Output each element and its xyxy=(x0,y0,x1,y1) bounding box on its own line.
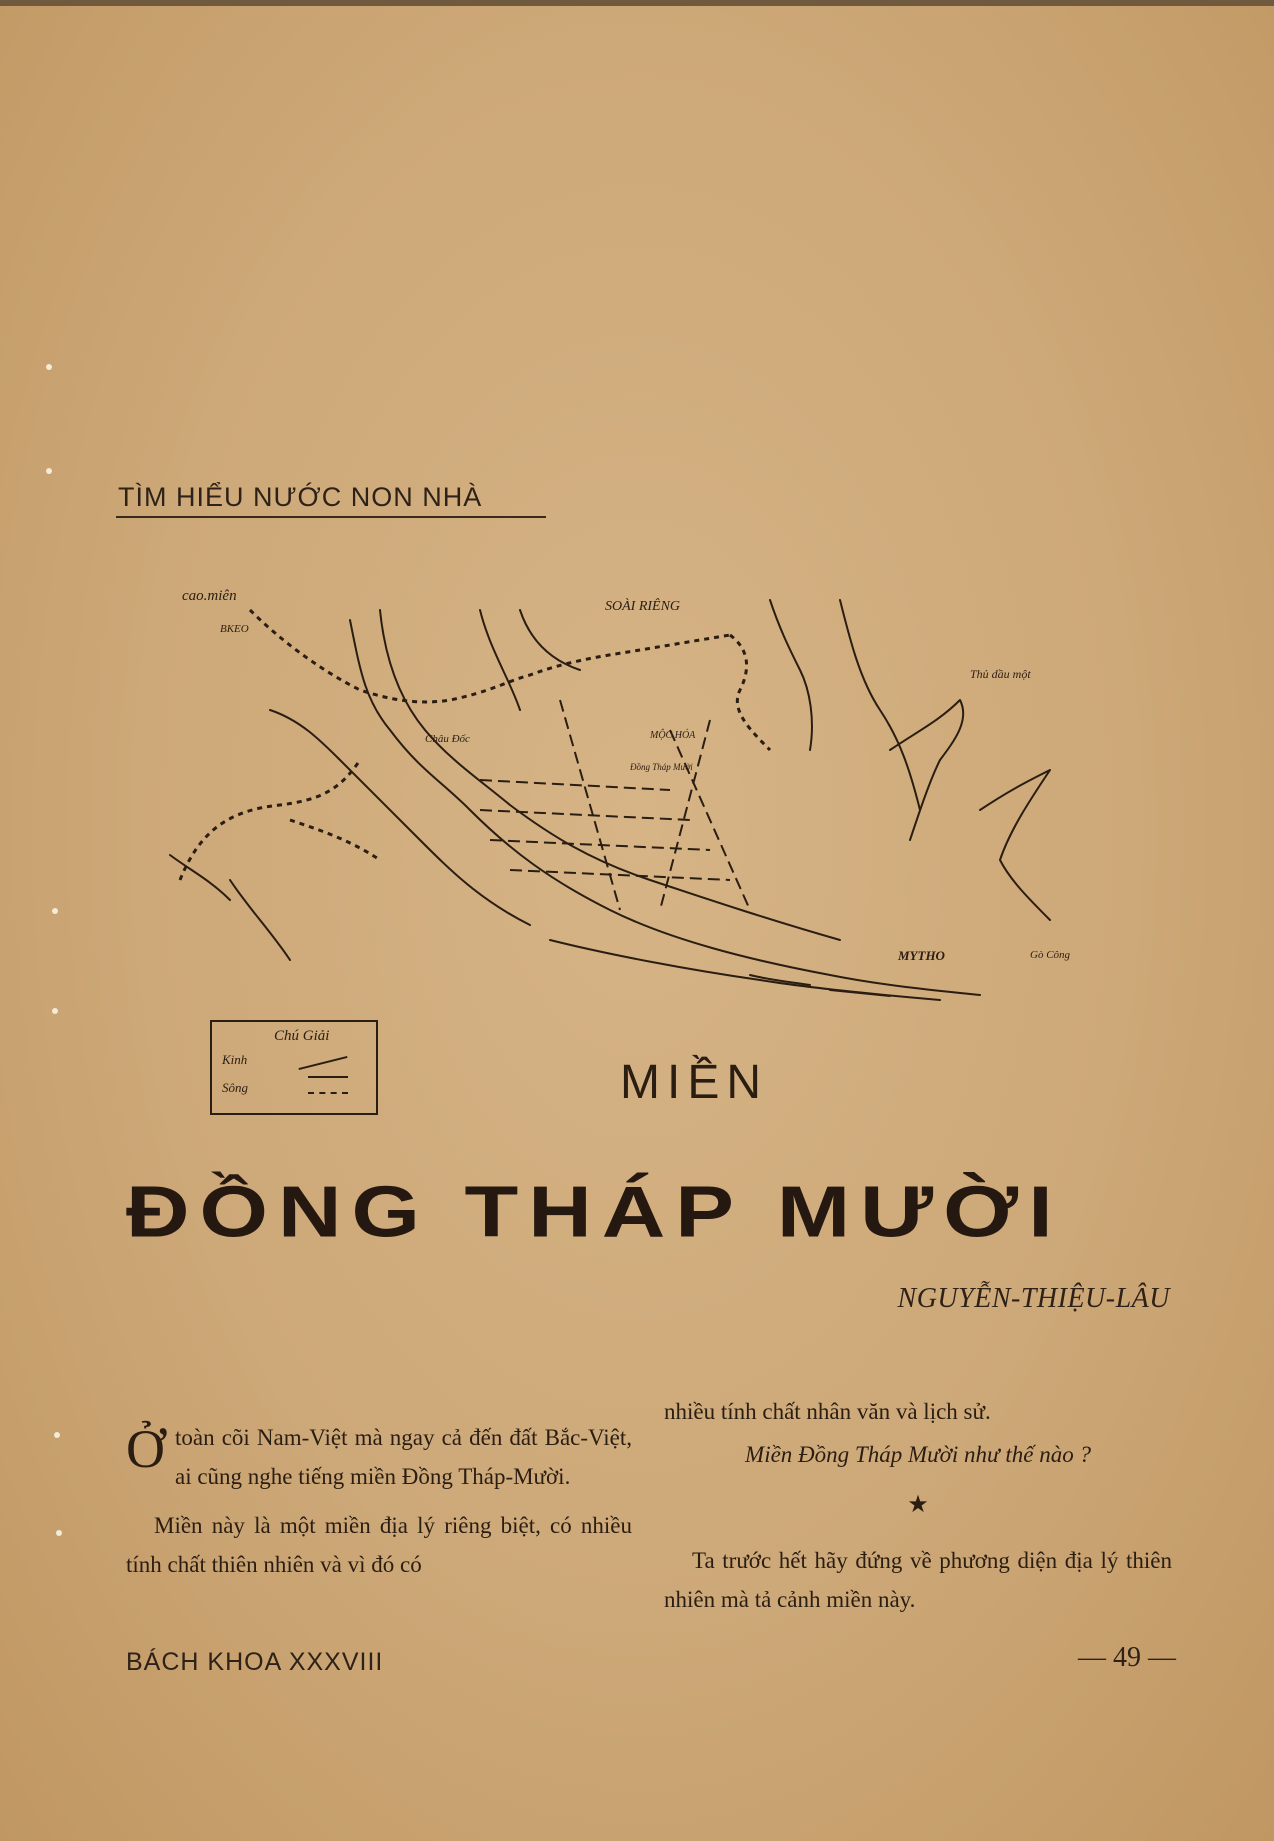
canal xyxy=(480,780,670,790)
legend-label-song: Sông xyxy=(222,1080,248,1095)
punch-hole xyxy=(56,1530,62,1536)
stream xyxy=(840,600,920,810)
stream xyxy=(520,610,580,670)
article-column-left xyxy=(126,1418,632,1584)
punch-hole xyxy=(54,1432,60,1438)
paragraph-3: nhiều tính chất nhân văn và lịch sử. xyxy=(664,1399,991,1424)
legend-label-kinh: Kinh xyxy=(222,1052,248,1067)
region-map xyxy=(150,580,1140,1020)
punch-hole xyxy=(52,1008,58,1014)
canal xyxy=(480,810,690,820)
border xyxy=(180,760,360,880)
legend-river-symbol xyxy=(308,1092,348,1094)
punch-hole xyxy=(52,908,58,914)
paragraph-2: Miền này là một miền địa lý riêng biệt, có nhiều tính chất thiên nhiên và vì đó có xyxy=(126,1513,632,1577)
drop-cap: Ở xyxy=(126,1419,165,1479)
paragraph-4: Ta trước hết hãy đứng về phương diện địa lý thiên nhiên mà tả cảnh miền này. xyxy=(664,1548,1172,1612)
river-southern xyxy=(550,940,940,1000)
legend-canal-symbol xyxy=(308,1076,348,1078)
border xyxy=(730,635,770,750)
map-label-bkeo: BKEO xyxy=(220,623,249,635)
map-legend xyxy=(210,1020,378,1115)
coast-arm xyxy=(230,880,290,960)
canal xyxy=(560,700,620,910)
map-label-moc-hoa: MỘC HÓA xyxy=(650,730,696,741)
paragraph-intro-text: toàn cõi Nam-Việt mà ngay cả đến đất Bắc-Việt, ai cũng nghe tiếng miền Đồng Tháp-Mười. xyxy=(175,1425,632,1489)
border xyxy=(250,610,730,702)
coast-arm xyxy=(980,770,1050,920)
map-label-chau-doc: Châu Đốc xyxy=(425,733,470,745)
article-author: NGUYỄN-THIỆU-LÂU xyxy=(897,1283,1170,1314)
coast-arm xyxy=(890,700,963,840)
stream xyxy=(770,600,812,750)
river-mouth xyxy=(830,990,890,996)
map-label-go-cong: Gò Công xyxy=(1030,949,1071,961)
footer-magazine: BÁCH KHOA XXXVIII xyxy=(126,1648,384,1676)
stream xyxy=(480,610,520,710)
legend-canal-symbol xyxy=(299,1056,348,1070)
punch-hole xyxy=(46,468,52,474)
legend-title: Chú Giải xyxy=(274,1028,330,1044)
punch-hole xyxy=(46,364,52,370)
page-number: — 49 — xyxy=(1078,1642,1176,1673)
section-underline xyxy=(116,516,546,518)
river-main xyxy=(350,620,980,995)
canal xyxy=(660,720,710,910)
paragraph-intro xyxy=(126,1418,632,1496)
river-secondary xyxy=(380,610,840,940)
map-label-my-tho: MYTHO xyxy=(898,948,945,963)
star-divider: ★ xyxy=(907,1492,929,1518)
article-title: ĐỒNG THÁP MƯỜI xyxy=(126,1170,1063,1252)
border xyxy=(290,820,380,860)
title-kicker: MIỀN xyxy=(620,1056,768,1109)
section-heading: TÌM HIỂU NƯỚC NON NHÀ xyxy=(118,482,483,512)
page-edge xyxy=(0,0,1274,6)
article-column-right xyxy=(664,1392,1172,1619)
map-label-dong-thap-muoi: Đồng Tháp Mười xyxy=(630,762,693,772)
map-label-thu-dau-mot: Thủ dầu một xyxy=(970,667,1031,681)
map-label-cao-mien: cao.miên xyxy=(182,588,237,604)
map-label-soai-rieng: SOÀI RIÊNG xyxy=(605,599,681,614)
coast-arm xyxy=(170,855,230,900)
article-question: Miền Đồng Tháp Mười như thế nào ? xyxy=(745,1442,1091,1467)
